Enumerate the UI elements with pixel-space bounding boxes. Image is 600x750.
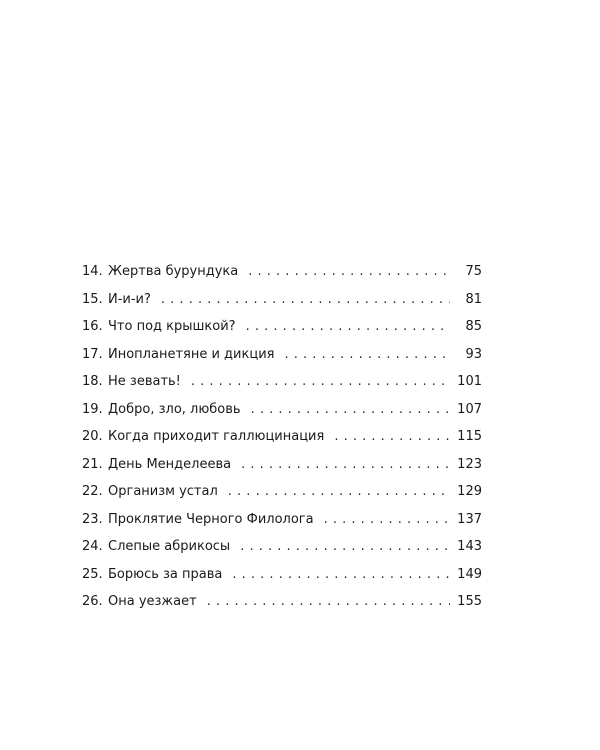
entry-number: 19. [82,401,103,417]
entry-page-number: 143 [457,539,482,554]
entry-page-number: 85 [465,319,482,334]
entry-title: И-и-и? [108,291,151,307]
dot-leader [334,423,450,451]
toc-entry [82,478,482,506]
entry-number: 14. [82,264,103,279]
entry-number: 15. [82,291,103,307]
dot-leader [240,533,450,561]
entry-page-number: 107 [457,401,482,417]
toc-entry [82,313,482,341]
entry-title: Организм устал [108,484,218,499]
entry-number: 22. [82,484,103,499]
entry-number: 25. [82,566,103,582]
entry-number: 21. [82,456,103,472]
dot-leader [232,561,450,589]
entry-number: 23. [82,511,103,527]
entry-title: Не зевать! [108,374,181,389]
entry-page-number: 155 [457,594,482,609]
entry-number: 24. [82,539,103,554]
toc-entry [82,506,482,534]
entry-title: Борюсь за права [108,566,223,582]
entry-title: Что под крышкой? [108,319,236,334]
entry-page-number: 129 [457,484,482,499]
entry-title: Проклятие Черного Филолога [108,511,314,527]
dot-leader [161,286,450,314]
table-of-contents [82,258,482,616]
entry-page-number: 115 [457,429,482,444]
entry-page-number: 123 [457,456,482,472]
toc-entry [82,368,482,396]
dot-leader [248,258,450,286]
entry-title: Когда приходит галлюцинация [108,429,325,444]
toc-entry [82,258,482,286]
dot-leader [191,368,450,396]
toc-entry [82,396,482,424]
dot-leader [207,588,450,616]
entry-title: Слепые абрикосы [108,539,231,554]
dot-leader [251,396,450,424]
dot-leader [324,506,450,534]
entry-number: 20. [82,429,103,444]
entry-page-number: 137 [457,511,482,527]
toc-entry [82,286,482,314]
entry-number: 17. [82,346,103,362]
toc-entry [82,423,482,451]
toc-entry [82,533,482,561]
entry-page-number: 93 [465,346,482,362]
entry-title: Добро, зло, любовь [108,401,241,417]
dot-leader [228,478,450,506]
toc-entry [82,561,482,589]
toc-entry [82,341,482,369]
dot-leader [284,341,450,369]
entry-title: Она уезжает [108,594,197,609]
dot-leader [246,313,450,341]
toc-entry [82,588,482,616]
entry-number: 18. [82,374,103,389]
entry-title: Инопланетяне и дикция [108,346,275,362]
entry-title: Жертва бурундука [108,264,239,279]
entry-number: 16. [82,319,103,334]
entry-page-number: 149 [457,566,482,582]
entry-title: День Менделеева [108,456,232,472]
entry-number: 26. [82,594,103,609]
entry-page-number: 101 [457,374,482,389]
toc-entry [82,451,482,479]
entry-page-number: 81 [465,291,482,307]
dot-leader [241,451,450,479]
entry-page-number: 75 [465,264,482,279]
